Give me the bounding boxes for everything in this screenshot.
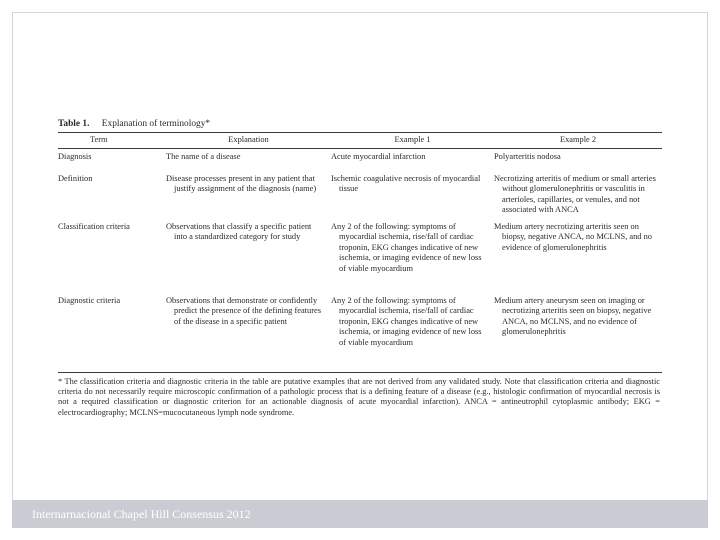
term-cell: Classification criteria — [58, 221, 130, 231]
term-cell: Diagnostic criteria — [58, 295, 121, 305]
header-example-1: Example 1 — [394, 135, 431, 144]
example-2-cell: Medium artery aneurysm seen on imaging or necrotizing arteritis seen on biopsy, negative ANCA, no MCLNS, and no evidence of glomerulonephritis — [494, 295, 652, 337]
table-title: Explanation of terminology* — [101, 119, 211, 129]
terminology-table — [58, 133, 662, 372]
example-2-cell: Medium artery necrotizing arteritis seen on biopsy, negative ANCA, no MCLNS, and no evidence of glomerulonephritis — [494, 221, 652, 252]
slide-footer-text: Internarnacional Chapel Hill Consensus 2012 — [32, 507, 251, 521]
example-2-cell: Polyarteritis nodosa — [494, 151, 561, 161]
example-2-cell: Necrotizing arteritis of medium or small arteries without glomerulonephritis or vasculitis in arterioles, capillaries, or venules, and not associated with ANCA — [494, 173, 656, 215]
explanation-cell: Observations that classify a specific patient into a standardized category for study — [166, 221, 312, 242]
term-cell: Definition — [58, 173, 93, 183]
table-caption — [58, 118, 662, 132]
table-bottom-rule — [58, 372, 662, 373]
header-example-2: Example 2 — [559, 135, 597, 144]
example-1-cell: Any 2 of the following: symptoms of myocardial ischemia, rise/fall of cardiac troponin, EKG changes indicative of new ischemia, or imaging evidence of new loss of viable myocardium — [331, 221, 482, 273]
table-footnote: * The classification criteria and diagnostic criteria in the table are putative examples that are not derived from any validated study. Note that classification criteria and diagnostic criteria do not necessarily require microscopic confirmation of a pathologic process that is a defining feature of a disease (e.g., histologic confirmation of myocardial necrosis is not a required classification or diagnostic criterion for an actionable diagnosis of acute myocardial infarction). ANCA = antineutrophil cytoplasmic antibody; EKG = electrocardiography; MCLNS=mucocutaneous lymph node syndrome. — [58, 376, 660, 417]
table-row — [58, 174, 662, 222]
table-row — [58, 296, 662, 372]
terminology-table-figure — [58, 118, 662, 418]
table-row — [58, 149, 662, 174]
explanation-cell: The name of a disease — [166, 151, 241, 161]
example-1-cell: Acute myocardial infarction — [331, 151, 426, 161]
table-header-row — [58, 133, 662, 148]
example-1-cell: Any 2 of the following: symptoms of myocardial ischemia, rise/fall of cardiac troponin, EKG changes indicative of new ischemia, or imaging evidence of new loss of viable myocardium — [331, 295, 482, 347]
term-cell: Diagnosis — [58, 151, 92, 161]
explanation-cell: Disease processes present in any patient that justify assignment of the diagnosis (name) — [166, 173, 317, 194]
explanation-cell: Observations that demonstrate or confidently predict the presence of the defining features of the disease in a specific patient — [166, 295, 321, 326]
header-term: Term — [90, 135, 108, 144]
header-explanation: Explanation — [228, 135, 269, 144]
table-row — [58, 222, 662, 296]
example-1-cell: Ischemic coagulative necrosis of myocardial tissue — [331, 173, 481, 194]
table-number: Table 1. — [58, 119, 90, 129]
